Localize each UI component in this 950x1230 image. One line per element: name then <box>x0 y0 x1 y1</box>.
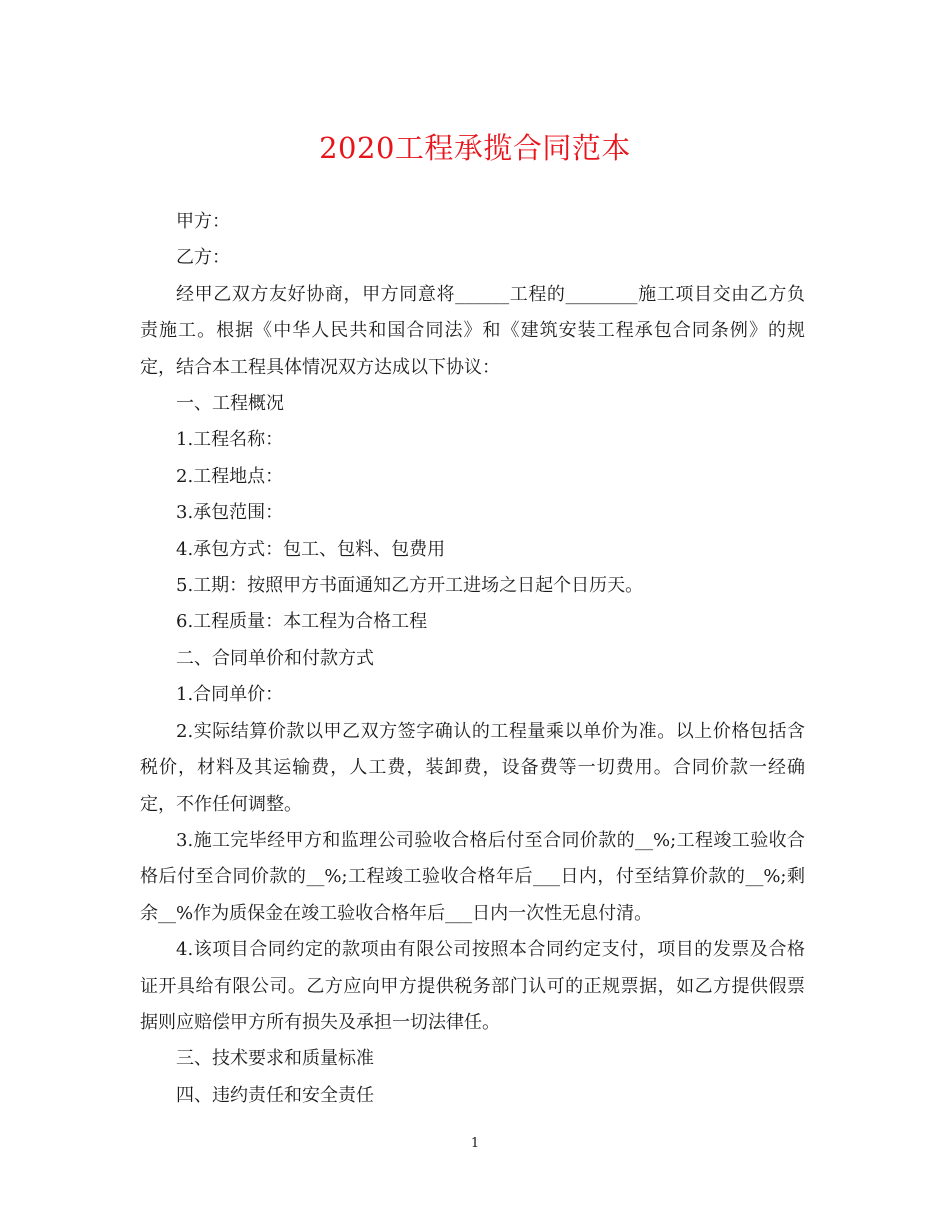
clause-payment-schedule: 3.施工完毕经甲方和监理公司验收合格后付至合同价款的__%;工程竣工验收合格后付至合同价款的__%;工程竣工验收合格年后___日内，付至结算价款的__%;剩余__%作为质保金在竣工验收合格年后___日内一次性无息付清。 <box>140 829 805 924</box>
preamble-paragraph: 经甲乙双方友好协商，甲方同意将______工程的________施工项目交由乙方负责施工。根据《中华人民共和国合同法》和《建筑安装工程承包合同条例》的规定，结合本工程具体情况双方达成以下协议： <box>140 283 805 378</box>
section-heading-project-overview: 一、工程概况 <box>176 393 284 415</box>
clause-invoice: 4.该项目合同约定的款项由有限公司按照本合同约定支付，项目的发票及合格证开具给有限公司。乙方应向甲方提供税务部门认可的正规票据，如乙方提供假票据则应赔偿甲方所有损失及承担一切法律任。 <box>140 939 805 1033</box>
party-b-line: 乙方： <box>176 247 230 269</box>
clause-schedule: 5.工期：按照甲方书面通知乙方开工进场之日起个日历天。 <box>176 575 644 597</box>
document-body <box>140 204 805 1114</box>
section-heading-technical-quality: 三、技术要求和质量标准 <box>176 1048 374 1070</box>
clause-settlement: 2.实际结算价款以甲乙双方签字确认的工程量乘以单价为准。以上价格包括含税价，材料及其运输费，人工费，装卸费，设备费等一切费用。合同价款一经确定，不作任何调整。 <box>140 720 805 815</box>
clause-quality: 6.工程质量：本工程为合格工程 <box>176 611 428 633</box>
clause-contract-method: 4.承包方式：包工、包料、包费用 <box>176 538 446 560</box>
page-number: 1 <box>470 1136 480 1151</box>
clause-contract-scope: 3.承包范围： <box>176 502 284 524</box>
clause-project-location: 2.工程地点： <box>176 465 284 487</box>
document-title: 2020工程承揽合同范本 <box>319 131 631 165</box>
section-heading-liability-safety: 四、违约责任和安全责任 <box>176 1084 374 1106</box>
clause-unit-price: 1.合同单价： <box>176 684 284 706</box>
section-heading-price-payment: 二、合同单价和付款方式 <box>176 647 374 669</box>
party-a-line: 甲方： <box>176 211 230 232</box>
clause-project-name: 1.工程名称： <box>176 429 284 451</box>
